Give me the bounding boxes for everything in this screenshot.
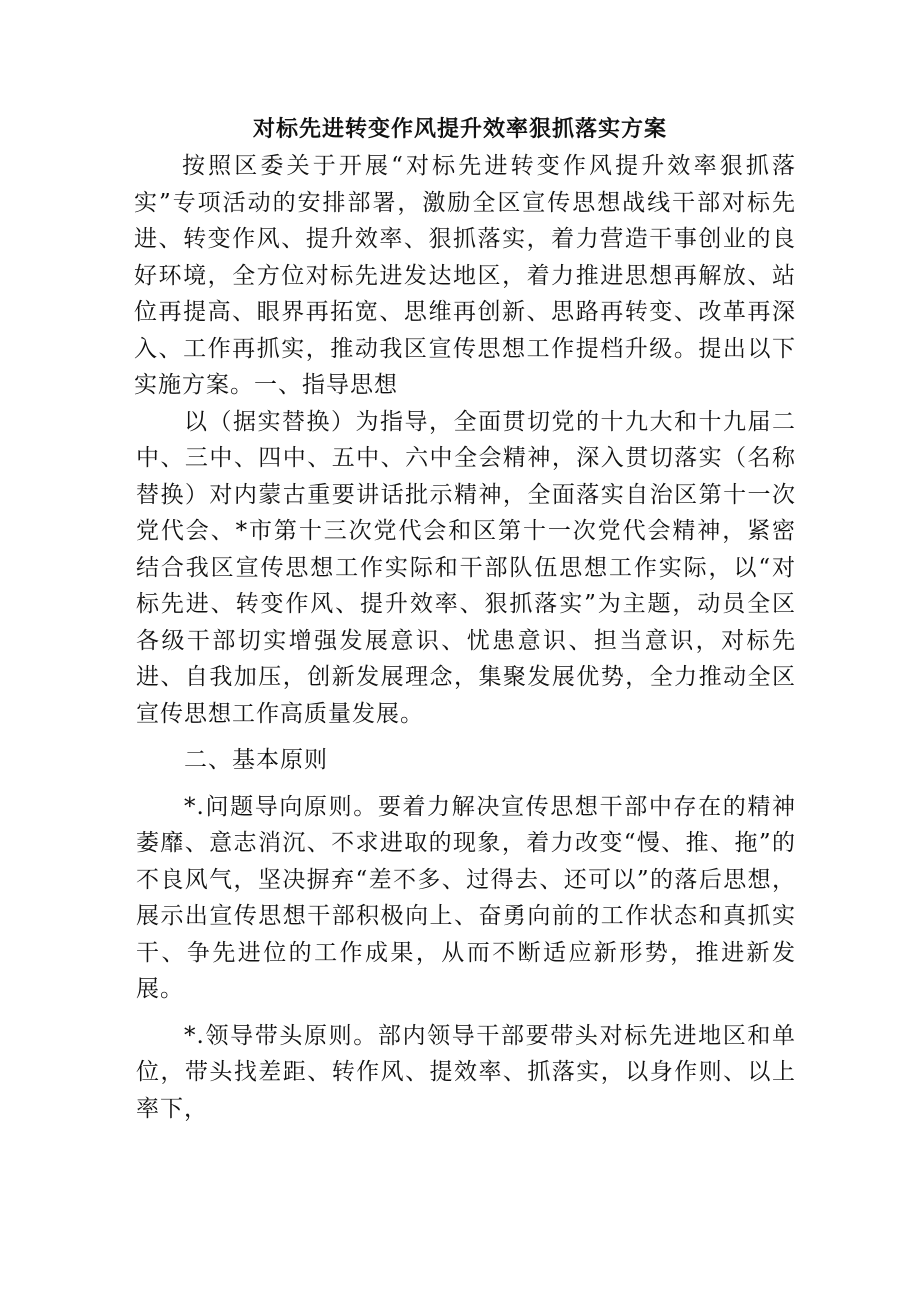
document-title: 对标先进转变作风提升效率狠抓落实方案 [252,116,667,142]
section-heading-basic-principles: 二、基本原则 [184,747,328,773]
paragraph-problem-oriented-principle: *.问题导向原则。要着力解决宣传思想干部中存在的精神萎靡、意志消沉、不求进取的现象，着力改变“慢、推、拖”的不良风气，坚决摒弃“差不多、过得去、还可以”的落后思想，展示出宣传思想干部积极向上、奋勇向前的工作状态和真抓实干、争先进位的工作成果，从而不断适应新形势，推进新发展。 [136,793,796,1002]
document-body [136,148,796,1127]
paragraph-leadership-principle: *.领导带头原则。部内领导干部要带头对标先进地区和单位，带头找差距、转作风、提效率、抓落实，以身作则、以上率下， [136,1022,796,1122]
paragraph-intro: 按照区委关于开展“对标先进转变作风提升效率狠抓落实”专项活动的安排部署，激励全区宣传思想战线干部对标先进、转变作风、提升效率、狠抓落实，着力营造干事创业的良好环境，全方位对标先进发达地区，着力推进思想再解放、站位再提高、眼界再拓宽、思维再创新、思路再转变、改革再深入、工作再抓实，推动我区宣传思想工作提档升级。提出以下实施方案。一、指导思想 [134,153,796,398]
paragraph-guiding-thought: 以（据实替换）为指导，全面贯切党的十九大和十九届二中、三中、四中、五中、六中全会精神，深入贯切落实（名称替换）对内蒙古重要讲话批示精神，全面落实自治区第十一次党代会、*市第十三次党代会和区第十一次党代会精神，紧密结合我区宣传思想工作实际和干部队伍思想工作实际，以“对标先进、转变作风、提升效率、狠抓落实”为主题，动员全区各级干部切实增强发展意识、忧患意识、担当意识，对标先进、自我加压，创新发展理念，集聚发展优势，全力推动全区宣传思想工作高质量发展。 [136,408,796,727]
